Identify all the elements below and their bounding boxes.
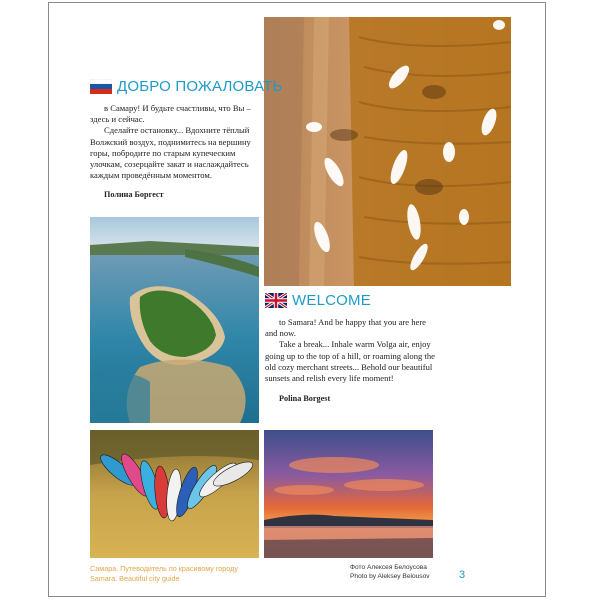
en-heading	[265, 292, 371, 309]
paddleboards-photo	[90, 430, 259, 558]
ru-body	[90, 103, 258, 181]
ru-heading-text: ДОБРО ПОЖАЛОВАТЬ	[117, 78, 283, 95]
aerial-seagulls-photo	[264, 17, 511, 286]
page-number: 3	[459, 569, 466, 581]
uk-flag-icon	[265, 293, 287, 308]
en-heading-text: WELCOME	[292, 292, 371, 309]
photo-credit-ru: Фото Алексея Белоусова	[350, 564, 427, 571]
sunset-photo	[264, 430, 433, 558]
photo-credit-en: Photo by Aleksey Belousov	[350, 573, 430, 580]
russia-flag-icon	[90, 79, 112, 94]
en-signature: Polina Borgest	[279, 394, 331, 403]
photo-credit	[350, 563, 430, 581]
ru-paragraph-1: в Самару! И будьте счастливы, что Вы – здесь и сейчас.	[90, 103, 251, 125]
ru-paragraph-2: Сделайте остановку... Вдохните тёплый Волжский воздух, поднимитесь на вершину горы, побродите по старым купеческим улочкам, созерцайте закат и наслаждайтесь каждым проведённым моментом.	[90, 125, 251, 181]
volga-island-photo	[90, 217, 259, 423]
ru-signature: Полина Боргест	[104, 190, 164, 199]
en-body	[265, 317, 435, 384]
guide-caption	[90, 564, 238, 584]
guide-caption-ru: Самара. Путеводитель по красивому городу	[90, 564, 238, 573]
en-paragraph-2: Take a break... Inhale warm Volga air, enjoy going up to the top of a hill, or roaming along the old cozy merchant streets... Behold our beautiful sunsets and relish every life moment!	[265, 339, 435, 384]
guide-caption-en: Samara. Beautiful city guide	[90, 574, 180, 583]
en-paragraph-1: to Samara! And be happy that you are here and now.	[265, 317, 426, 339]
ru-heading	[90, 78, 283, 95]
